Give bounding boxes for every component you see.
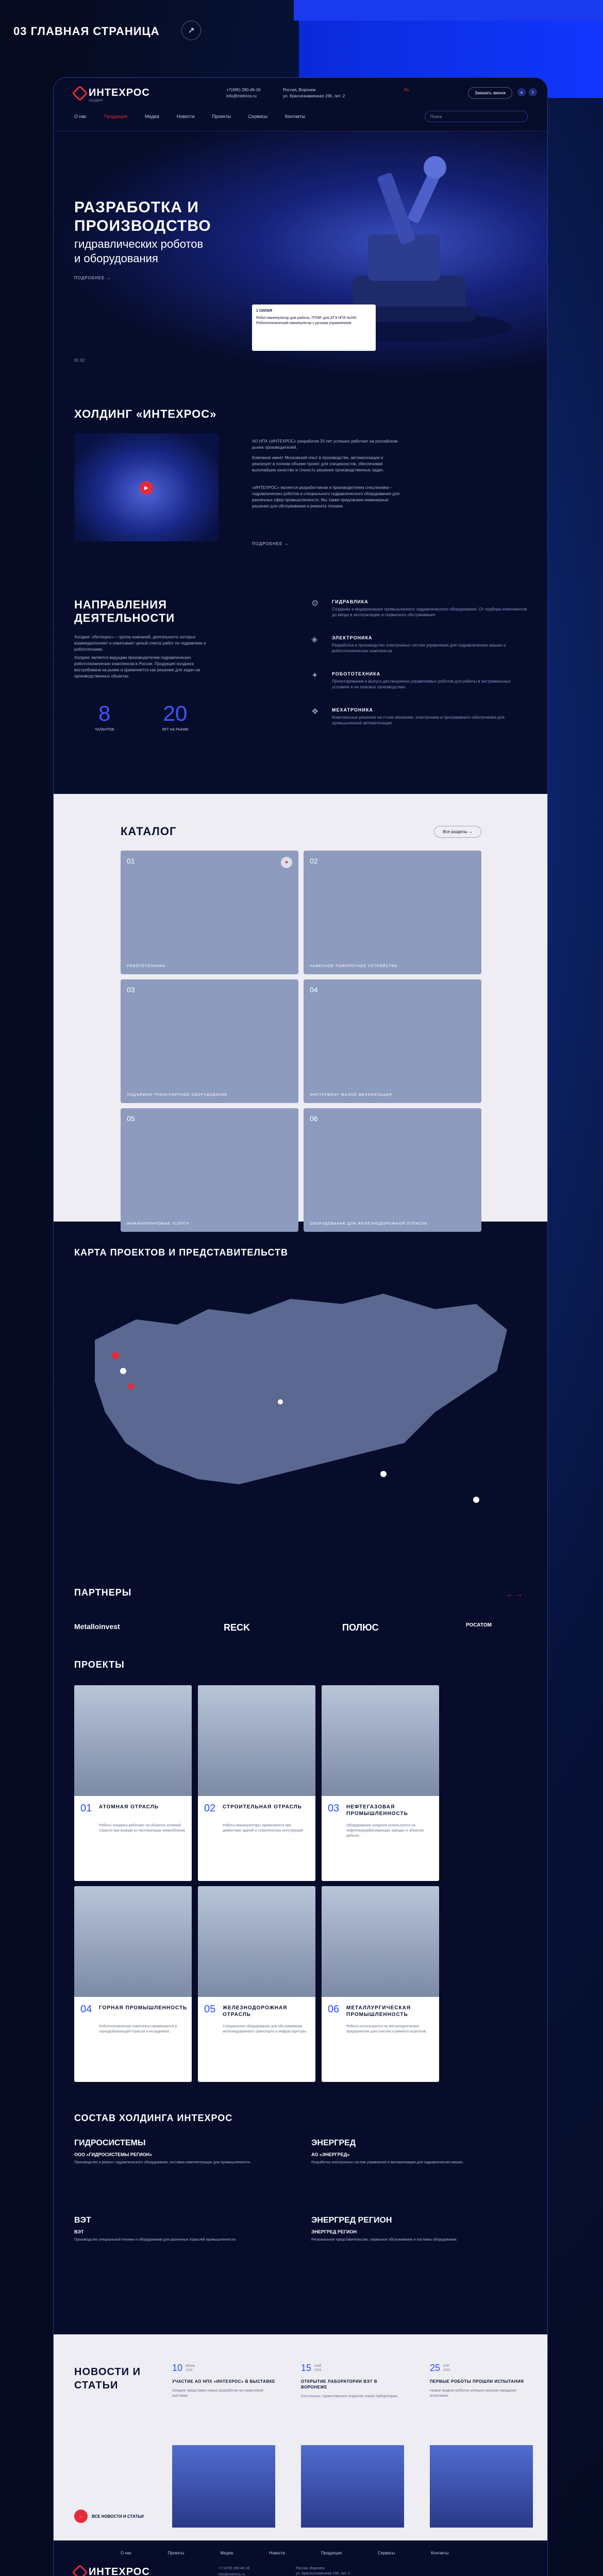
about-title: ХОЛДИНГ «ИНТЕХРОС» [74, 408, 217, 420]
project-num: 02 [204, 1803, 216, 1814]
news-card[interactable] [172, 2363, 275, 2528]
map-popup-title: 1 СИЛАЯ [256, 309, 272, 313]
project-card[interactable] [322, 1886, 439, 2082]
logo-text: ИНТЕХРОС [89, 87, 150, 98]
nav-projects[interactable]: Проекты [212, 114, 231, 119]
holding-logo: ЭНЕРГРЕД [311, 2139, 356, 2147]
catalog-card-lifting[interactable] [121, 979, 298, 1103]
header-contacts [226, 87, 261, 99]
news-section [54, 2334, 548, 2540]
map-title: КАРТА ПРОЕКТОВ И ПРЕДСТАВИТЕЛЬСТВ [74, 1247, 289, 1258]
nav-contacts[interactable]: Контакты [284, 114, 305, 119]
robotics-icon: ✦ [311, 671, 319, 680]
project-num: 01 [80, 1803, 92, 1814]
catalog-card-railway[interactable] [304, 1108, 481, 1232]
card-title: ИНЖИНИРИНГОВЫЕ УСЛУГИ [127, 1222, 189, 1226]
project-desc: Оборудование холдинга используется на нефтеперерабатывающих заводах и объектах добычи. [346, 1824, 424, 1838]
about-p1: АО НПХ «ИНТЕХРОС» разработки 20 лет успешно работает на российском рынке производителей. [252, 439, 398, 450]
stat-years [162, 701, 189, 732]
project-title: АТОМНАЯ ОТРАСЛЬ [99, 1804, 159, 1810]
holding-logo: ЭНЕРГРЕД РЕГИОН [311, 2216, 392, 2225]
footer-nav [121, 2551, 449, 2555]
holding-name: ООО «ГИДРОСИСТЕМЫ РЕГИОН» [74, 2152, 153, 2157]
hero-title: РАЗРАБОТКА И ПРОИЗВОДСТВО [74, 199, 211, 234]
news-month: АПР 2023 [443, 2365, 450, 2372]
news-day: 15 [301, 2363, 312, 2373]
direction-desc: Разработка и производство электронных систем управления для гидравлических машин и робототехнических комплексов. [332, 643, 506, 653]
footer-phone[interactable]: +7 (478) 280-46-16 [219, 2567, 250, 2570]
directions-p2: Холдинг является ведущим производителем гидравлических робототехнических комплексов в России. Продукция холдинга востребована на рынке и применяется как решение для задач на производственных объектах. [74, 655, 200, 679]
project-title: МЕТАЛЛУРГИЧЕСКАЯ ПРОМЫШЛЕННОСТЬ [346, 2005, 411, 2018]
project-desc: Роботы-манипуляторы применяются при демонтаже зданий и строительных конструкций. [223, 1824, 304, 1833]
partner-metalloinvest[interactable]: Metalloinvest [74, 1622, 120, 1631]
news-day: 25 [430, 2363, 441, 2373]
hero-more-link[interactable]: ПОДРОБНЕЕ → [74, 276, 111, 280]
about-more-link[interactable]: ПОДРОБНЕЕ → [252, 541, 289, 546]
project-title: СТРОИТЕЛЬНАЯ ОТРАСЛЬ [223, 1804, 302, 1810]
partner-rosatom[interactable]: РОСАТОМ [466, 1622, 492, 1628]
projects-title: ПРОЕКТЫ [74, 1659, 125, 1670]
card-title: ПОДЪЁМНО-ТРАНСПОРТНОЕ ОБОРУДОВАНИЕ [127, 1093, 228, 1097]
project-image [198, 1886, 315, 1997]
directions-title: НАПРАВЛЕНИЯ ДЕЯТЕЛЬНОСТИ [74, 598, 175, 624]
card-num: 04 [310, 986, 318, 994]
hydraulics-icon: ⚙ [311, 599, 319, 608]
arrow-right-icon: → [74, 2510, 88, 2523]
catalog-card-tools[interactable] [304, 979, 481, 1103]
project-card[interactable] [198, 1886, 315, 2082]
holding-desc: Производство специальной техники и оборудования для различных отраслей промышленности. [74, 2238, 237, 2242]
partner-reck[interactable]: RECK [224, 1622, 250, 1633]
catalog-card-engineering[interactable] [121, 1108, 298, 1232]
project-num: 03 [328, 1803, 340, 1814]
direction-desc: Комплексные решения на стыке механики, электроники и программного обеспечения для промышленной автоматизации. [332, 715, 505, 725]
logo-mark-icon [72, 2564, 88, 2576]
partners-section [54, 1572, 548, 1654]
footer-nav-about[interactable]: О нас [121, 2551, 132, 2555]
project-title: ГОРНАЯ ПРОМЫШЛЕННОСТЬ [99, 2005, 188, 2011]
all-news-link[interactable] [74, 2510, 144, 2523]
play-icon[interactable]: ▶ [140, 481, 153, 495]
project-num: 05 [204, 2004, 216, 2015]
footer-logo[interactable] [74, 2566, 150, 2576]
news-text: Состоялось торжественное открытие новой лаборатории. [301, 2395, 398, 2398]
holding-logo: ВЭТ [74, 2216, 91, 2225]
all-news-label: ВСЕ НОВОСТИ И СТАТЬИ [92, 2514, 144, 2519]
nav-media[interactable]: Медиа [145, 114, 159, 119]
holding-desc: Региональное представительство, сервисное обслуживание и поставка оборудования. [311, 2238, 458, 2242]
project-image [322, 1685, 439, 1796]
catalog-all-button[interactable]: Все разделы → [434, 826, 481, 838]
project-num: 04 [80, 2004, 92, 2015]
holding-desc: Производство и ремонт гидравлического оборудования, поставка комплектующих для промышленности. [74, 2161, 251, 2164]
site-frame [53, 77, 548, 2576]
search-input[interactable]: Поиск [425, 111, 528, 122]
card-title: НАВЕСНОЕ ПОВОРОТНОЕ УСТРОЙСТВО [310, 964, 398, 968]
card-num: 05 [127, 1114, 135, 1123]
map-popup [252, 304, 376, 351]
holding-company[interactable] [74, 2216, 280, 2243]
news-image [430, 2445, 533, 2528]
nav-services[interactable]: Сервисы [248, 114, 267, 119]
direction-title: ГИДРАВЛИКА [332, 599, 368, 604]
card-title: ОБОРУДОВАНИЕ ДЛЯ ЖЕЛЕЗНОДОРОЖНОЙ ОТРАСЛИ [310, 1222, 428, 1226]
header-address: Россия, Воронеж ул. Краснознаменная 196, лит. 2 [283, 88, 345, 98]
favorite-icon[interactable]: ♥ [281, 857, 292, 868]
vk-icon[interactable]: v [517, 88, 526, 96]
card-num: 01 [127, 857, 135, 865]
project-image [322, 1886, 439, 1997]
card-title: РОБОТОТЕХНИКА [127, 964, 165, 968]
card-num: 02 [310, 857, 318, 865]
project-image [74, 1685, 192, 1796]
holding-name: АО «ЭНЕРГРЕД» [311, 2152, 350, 2157]
stat-talents-label: ТАЛАНТОВ [95, 728, 114, 732]
nav-news[interactable]: Новости [176, 114, 195, 119]
hero-pager[interactable]: 01 02 [74, 358, 85, 363]
footer-nav-services[interactable]: Сервисы [378, 2551, 395, 2555]
direction-title: РОБОТОТЕХНИКА [332, 671, 381, 676]
directions-p1: Холдинг «Интехрос» – группа компаний, деятельность которых взаимодополняет и охватывает целый спектр работ по гидравлике и робототехнике. [74, 635, 206, 652]
card-title: ИНСТРУМЕНТ МАЛОЙ МЕХАНИЗАЦИИ [310, 1093, 392, 1097]
news-headline: ОТКРЫТИЕ ЛАБОРАТОРИИ ВЭТ В ВОРОНЕЖЕ [301, 2379, 378, 2389]
news-card[interactable] [430, 2363, 533, 2528]
holding-company[interactable] [311, 2139, 517, 2165]
about-p2: Компания имеет Московский опыт в производстве, автоматизации и реализует в полном объеме проект для специалистов, обеспечивая высочайшие качество и точность решения производственных задач. [252, 455, 384, 472]
nav-products[interactable]: Продукция [104, 114, 128, 119]
catalog-card-robotics[interactable] [121, 851, 298, 974]
logo-mark-icon [72, 85, 88, 101]
page-label: 03 ГЛАВНАЯ СТРАНИЦА [13, 25, 160, 38]
footer-nav-projects[interactable]: Проекты [167, 2551, 185, 2555]
project-title: ЖЕЛЕЗНОДОРОЖНАЯ ОТРАСЛЬ [223, 2005, 288, 2018]
map-shape [74, 1278, 528, 1546]
holding-title: СОСТАВ ХОЛДИНГА ИНТЕХРОС [74, 2113, 233, 2123]
direction-desc: Проектирование и выпуск дистанционно-управляемых роботов для работы в экстремальных условиях и на опасных производствах. [332, 679, 511, 689]
holding-name: ВЭТ [74, 2229, 84, 2234]
news-text: Холдинг представил новые разработки на отраслевой выставке. [172, 2389, 263, 2398]
holding-name: ЭНЕРГРЕД РЕГИОН [311, 2229, 357, 2234]
news-text: Новые модели роботов успешно прошли заводские испытания. [430, 2389, 516, 2398]
news-headline: УЧАСТИЕ АО НПХ «ИНТЕХРОС» В ВЫСТАВКЕ [172, 2379, 275, 2384]
project-card[interactable] [74, 1685, 192, 1881]
main-nav [74, 114, 305, 119]
stat-years-label: ЛЕТ НА РЫНКЕ [162, 728, 189, 732]
catalog-title: КАТАЛОГ [121, 825, 177, 838]
project-desc: Специальное оборудование для обслуживания железнодорожного транспорта и инфраструктуры. [223, 2025, 308, 2033]
catalog-card-rotary[interactable] [304, 851, 481, 974]
header-email[interactable]: info@intehros.ru [226, 94, 257, 98]
about-video[interactable] [74, 433, 219, 541]
project-desc: Роботы холдинга работают на объектах атомной отрасли при выводе из эксплуатации энергоблоков. [99, 1824, 186, 1833]
footer-nav-news[interactable]: Новости [269, 2551, 286, 2555]
nav-about[interactable]: О нас [74, 114, 87, 119]
russia-map[interactable] [74, 1278, 528, 1546]
footer-nav-products[interactable]: Продукция [321, 2551, 342, 2555]
footer [54, 2540, 548, 2576]
news-image [301, 2445, 404, 2528]
card-num: 03 [127, 986, 135, 994]
project-card[interactable] [322, 1685, 439, 1881]
direction-title: МЕХАТРОНИКА [332, 707, 373, 713]
partners-title: ПАРТНЕРЫ [74, 1587, 132, 1598]
decor-band-top [294, 0, 603, 21]
mechatronics-icon: ❖ [311, 707, 319, 716]
stat-years-value: 20 [163, 701, 188, 725]
holding-company[interactable] [311, 2216, 517, 2243]
stat-talents [95, 701, 114, 732]
header-phone[interactable]: +7(495) 280-46-16 [226, 88, 261, 92]
stat-talents-value: 8 [98, 701, 111, 725]
header [54, 78, 548, 131]
news-headline: ПЕРВЫЕ РОБОТЫ ПРОШЛИ ИСПЫТАНИЯ [430, 2379, 524, 2384]
project-image [74, 1886, 192, 1997]
holding-company[interactable] [74, 2139, 280, 2165]
card-num: 06 [310, 1114, 318, 1123]
footer-nav-media[interactable]: Медиа [220, 2551, 233, 2555]
project-desc: Роботы используются на металлургических предприятиях для очистки и ремонта агрегатов. [346, 2025, 427, 2033]
logo-sub: ХОЛДИНГ [89, 99, 104, 103]
hero-subtitle: гидравлических роботов и оборудования [74, 238, 204, 265]
direction-title: ЭЛЕКТРОНИКА [332, 635, 373, 640]
news-title: НОВОСТИ И СТАТЬИ [74, 2366, 141, 2391]
telegram-icon[interactable]: t [529, 88, 537, 96]
news-day: 10 [172, 2363, 183, 2373]
news-card[interactable] [301, 2363, 404, 2528]
electronics-icon: ◈ [311, 635, 318, 644]
project-title: НЕФТЕГАЗОВАЯ ПРОМЫШЛЕННОСТЬ [346, 1804, 408, 1817]
project-card[interactable] [74, 1886, 192, 2082]
project-card[interactable] [198, 1685, 315, 1881]
logo[interactable] [74, 87, 150, 99]
news-month: МАЙ 2023 [314, 2365, 322, 2372]
project-num: 06 [328, 2004, 340, 2015]
footer-logo-text: ИНТЕХРОС [89, 2566, 150, 2576]
project-image [198, 1685, 315, 1796]
arrow-up-right-icon[interactable]: ↗ [181, 21, 201, 40]
footer-nav-contacts[interactable]: Контакты [431, 2551, 449, 2555]
partners-prev-next-arrows[interactable]: ← → [506, 1590, 523, 1598]
catalog-section [54, 794, 548, 1226]
news-month: ИЮНЬ 2023 [186, 2365, 195, 2372]
footer-address: Россия, Воронеж ул. Краснознаменная 196, лит. 2 [296, 2567, 350, 2575]
partner-polus[interactable]: ПОЛЮС [342, 1622, 379, 1633]
holding-logo: ГИДРОСИСТЕМЫ [74, 2139, 146, 2147]
direction-desc: Создание и модернизация промышленного гидравлического оборудования. От подбора компонентов до ввода в эксплуатацию и сервисного обслуживания. [332, 607, 527, 617]
about-p3: «ИНТЕХРОС» является разработчиком и производителем спецтехники – гидравлических роботов и специального гидравлического оборудования для различных сфер промышленности. Мы также предлагаем инженерные решения для обслуживания и ремонта техники. [252, 485, 399, 509]
project-desc: Робототехнические комплексы применяются в горнодобывающей отрасли и на рудниках. [99, 2025, 177, 2033]
news-image [172, 2445, 275, 2528]
holding-desc: Разработка электронных систем управления и автоматизации для гидравлических машин. [311, 2161, 464, 2164]
callback-button[interactable]: Заказать звонок [468, 87, 512, 99]
map-popup-text: Робот-манипулятор для работы, ПТМР, для АТЭ НПЗ №200 Робототехнический манипулятор с ручным управлением [256, 316, 357, 325]
lang-switch[interactable]: Ru [404, 88, 410, 92]
footer-email[interactable]: info@intehros.ru [219, 2573, 245, 2576]
